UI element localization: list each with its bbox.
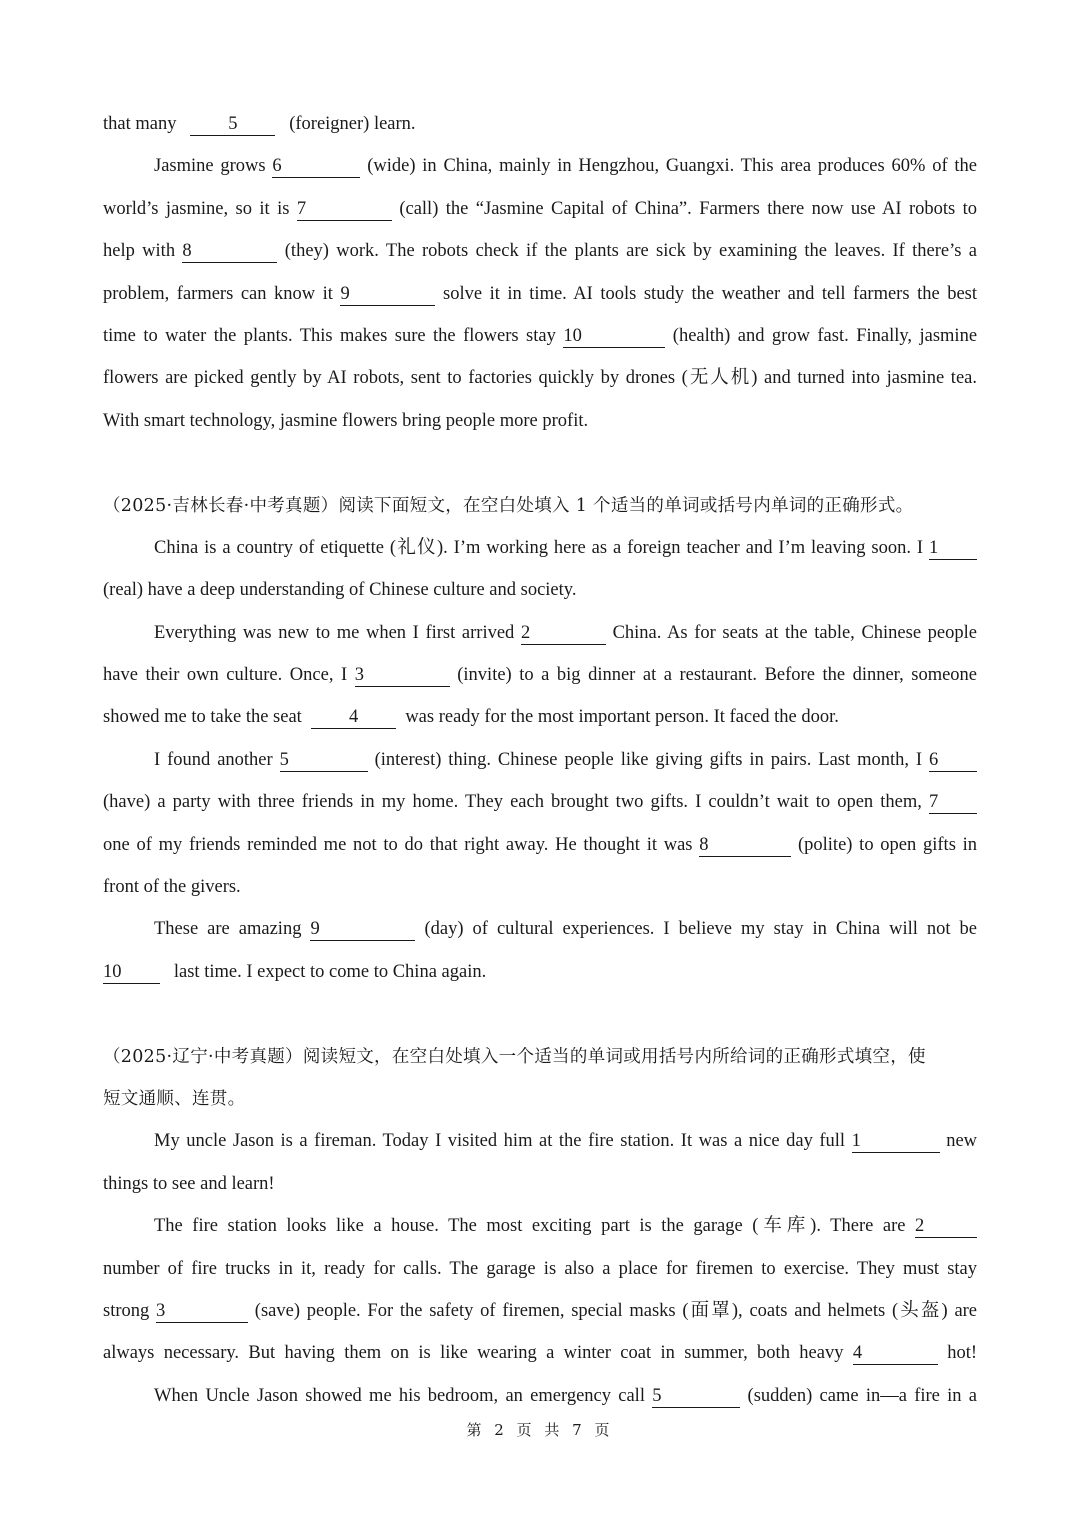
answer-blank[interactable]: 9 [340,284,435,306]
answer-blank[interactable]: 7 [929,792,977,814]
text: (they) work. The robots check if the plants are sick by examining the leaves. If there’s a [284,241,978,262]
text-line: front of the givers. [103,877,241,898]
text: (save) people. For the safety of firemen, special masks (面罩), coats and helmets (头盔) are [254,1300,978,1321]
text-line: (real) have a deep understanding of Chinese culture and society. [103,580,577,601]
answer-blank[interactable]: 8 [182,241,277,263]
text: China. As for seats at the table, Chinese people [612,622,977,643]
text-line [103,951,977,993]
text: (call) the “Jasmine Capital of China”. Farmers there now use AI robots to [399,198,978,219]
text-line: number of fire trucks in it, ready for calls. The garage is also a place for firemen to exercise. They must stay [103,1258,977,1279]
text: hot! [947,1343,977,1364]
text-line [103,781,977,823]
text-line [103,1332,977,1374]
text: These are amazing [154,919,302,940]
spacer [103,442,977,484]
text-line [103,696,977,738]
text: Everything was new to me when I first arrived [154,622,515,643]
text: (sudden) came in—a fire in a [747,1385,978,1406]
text: was ready for the most important person. It faced the door. [405,707,839,728]
text: problem, farmers can know it [103,283,333,304]
answer-blank[interactable]: 1 [852,1131,940,1153]
text: (health) and grow fast. Finally, jasmine [672,325,978,346]
text: have their own culture. Once, I [103,665,348,686]
text: solve it in time. AI tools study the weather and tell farmers the best [443,283,977,304]
text: showed me to take the seat [103,707,302,728]
text: The fire station looks like a house. The most exciting part is the garage (车库). There are [154,1216,906,1237]
text: new [946,1131,978,1152]
text-line: With smart technology, jasmine flowers bring people more profit. [103,410,589,431]
text: I found another [154,749,273,770]
answer-blank[interactable]: 1 [929,538,977,560]
answer-blank[interactable]: 5 [280,750,368,772]
answer-blank[interactable]: 2 [521,623,606,645]
text-line [103,739,977,781]
answer-blank[interactable]: 4 [311,707,396,729]
text: Jasmine grows [154,156,266,177]
text: that many [103,114,177,134]
page-footer: 第 2 页 共 7 页 [466,1421,614,1439]
text: help with [103,241,176,262]
text-line [103,1290,977,1332]
text: time to water the plants. This makes sure the flowers stay [103,325,556,346]
answer-blank[interactable]: 3 [156,1301,248,1323]
text: (have) a party with three friends in my home. They each brought two gifts. I couldn’t wait to open them, [103,792,922,813]
text-line [103,273,977,315]
text: When Uncle Jason showed me his bedroom, an emergency call [154,1385,645,1406]
answer-blank[interactable]: 10 [563,326,665,348]
text: (interest) thing. Chinese people like giving gifts in pairs. Last month, I [374,749,923,770]
text: China is a country of etiquette (礼仪). I’m working here as a foreign teacher and I’m leaving soon. I [154,537,924,558]
text: last time. I expect to come to China again. [173,961,487,982]
text-line [103,1375,977,1417]
document-page [103,103,977,1417]
answer-blank[interactable]: 6 [929,750,977,772]
text: strong [103,1300,150,1321]
text-line [103,527,977,569]
question-instruction: （2025·吉林长春·中考真题）阅读下面短文，在空白处填入 1 个适当的单词或括号内单词的正确形式。 [103,495,914,516]
text: (polite) to open gifts in [797,834,978,855]
answer-blank[interactable]: 9 [310,919,415,941]
text-line [103,824,977,866]
text-line [103,1120,977,1162]
text: (day) of cultural experiences. I believe my stay in China will not be [424,919,978,940]
question-instruction: 短文通顺、连贯。 [103,1088,246,1109]
text-line [103,145,977,187]
text-line [103,103,977,145]
answer-blank[interactable]: 10 [103,962,160,984]
answer-blank[interactable]: 3 [355,665,450,687]
spacer [103,993,977,1035]
answer-blank[interactable]: 4 [853,1343,938,1365]
text-line [103,908,977,950]
text: (foreigner) learn. [289,114,416,134]
answer-blank[interactable]: 8 [699,835,791,857]
text: (wide) in China, mainly in Hengzhou, Guangxi. This area produces 60% of the [367,156,978,177]
text: world’s jasmine, so it is [103,198,290,219]
text-line: flowers are picked gently by AI robots, sent to factories quickly by drones (无人机) and turned into jasmine tea. [103,368,977,389]
answer-blank[interactable]: 6 [272,156,360,178]
question-instruction: （2025·辽宁·中考真题）阅读短文，在空白处填入一个适当的单词或用括号内所给词的正确形式填空，使 [103,1046,926,1067]
text-line [103,654,977,696]
text: (invite) to a big dinner at a restaurant. Before the dinner, someone [457,665,978,686]
text-line [103,1205,977,1247]
text: always necessary. But having them on is like wearing a winter coat in summer, both heavy [103,1343,844,1364]
answer-blank[interactable]: 7 [297,199,392,221]
answer-blank[interactable]: 5 [652,1386,740,1408]
answer-blank[interactable]: 5 [190,114,275,136]
text-line [103,612,977,654]
text-line [103,188,977,230]
text-line [103,230,977,272]
text: one of my friends reminded me not to do that right away. He thought it was [103,834,693,855]
text: My uncle Jason is a fireman. Today I visited him at the fire station. It was a nice day full [154,1131,846,1152]
answer-blank[interactable]: 2 [915,1216,977,1238]
text-line: things to see and learn! [103,1173,275,1194]
text-line [103,315,977,357]
